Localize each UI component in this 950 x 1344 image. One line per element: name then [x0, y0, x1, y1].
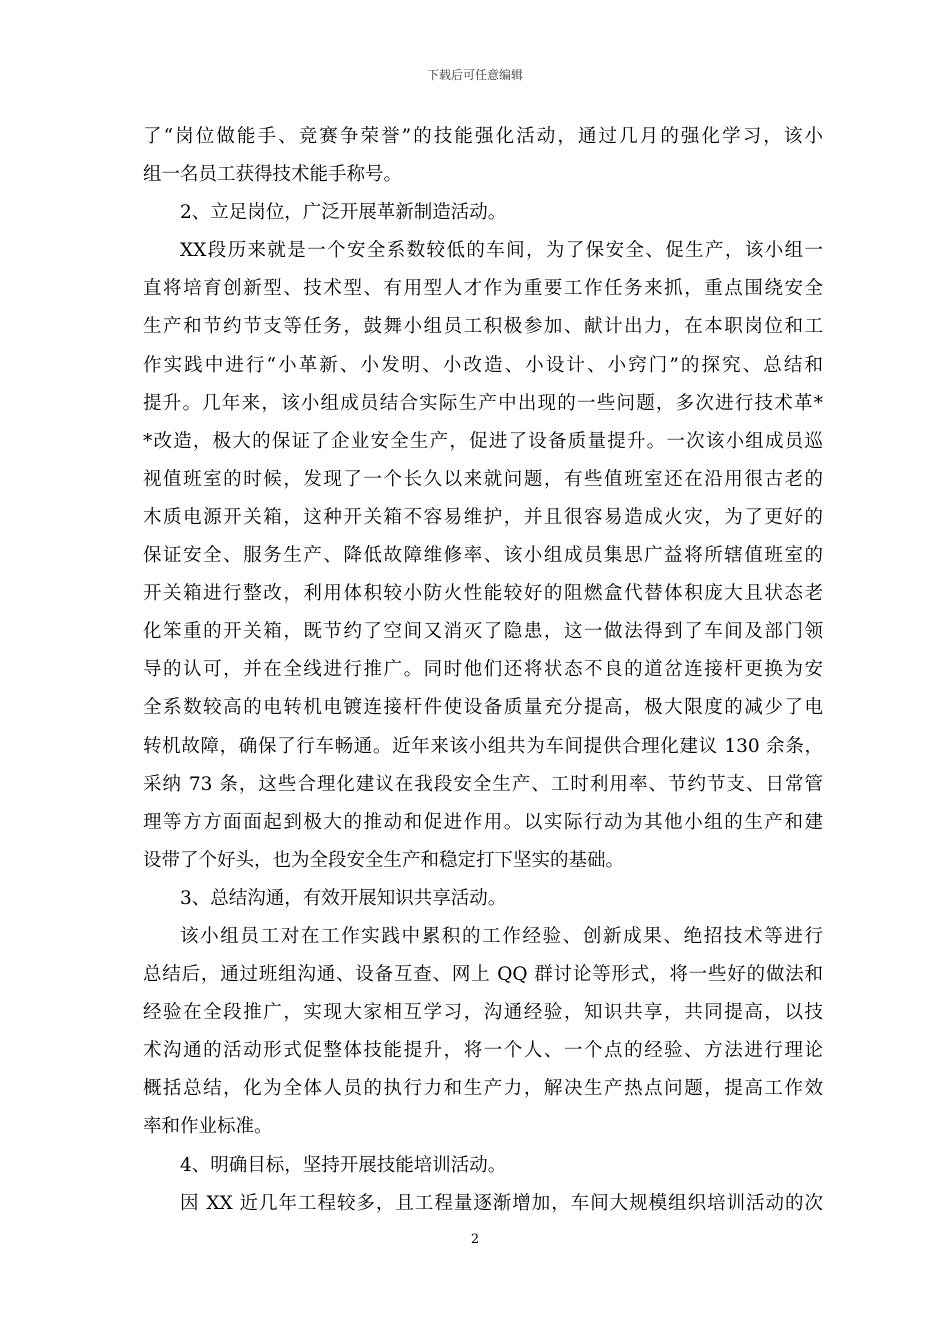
text-line: 全系数较高的电转机电镀连接杆件使设备质量充分提高，极大限度的减少了电	[143, 697, 823, 719]
text-line: 经验在全段推广，实现大家相互学习，沟通经验，知识共享，共同提高，以技	[143, 1002, 823, 1024]
text-line: 化笨重的开关箱，既节约了空间又消灭了隐患，这一做法得到了车间及部门领	[143, 621, 823, 643]
text-line: 开关箱进行整改，利用体积较小防火性能较好的阻燃盒代替体积庞大且状态老	[143, 583, 823, 605]
text-line: 3、总结沟通，有效开展知识共享活动。	[180, 887, 507, 909]
text-line: 组一名员工获得技术能手称号。	[143, 164, 403, 186]
document-body	[143, 118, 823, 1223]
page-number: 2	[470, 1232, 480, 1247]
text-line: 该小组员工对在工作实践中累积的工作经验、创新成果、绝招技术等进行	[180, 925, 823, 947]
text-line: 转机故障，确保了行车畅通。近年来该小组共为车间提供合理化建议 130 余条，	[143, 735, 823, 757]
text-line: 总结后，通过班组沟通、设备互查、网上 QQ 群讨论等形式，将一些好的做法和	[143, 964, 823, 986]
text-line: 理等方方面面起到极大的推动和促进作用。以实际行动为其他小组的生产和建	[143, 811, 823, 833]
text-line: 4、明确目标，坚持开展技能培训活动。	[180, 1154, 507, 1176]
text-line: 视值班室的时候，发现了一个长久以来就问题，有些值班室还在沿用很古老的	[143, 468, 823, 490]
text-line: 木质电源开关箱，这种开关箱不容易维护，并且很容易造成火灾，为了更好的	[143, 506, 823, 528]
text-line: 概括总结，化为全体人员的执行力和生产力，解决生产热点问题，提高工作效	[143, 1078, 823, 1100]
text-line: 采纳 73 条，这些合理化建议在我段安全生产、工时利用率、节约节支、日常管	[143, 773, 823, 795]
page-header: 下载后可任意编辑	[426, 68, 523, 82]
text-line: 生产和节约节支等任务，鼓舞小组员工积极参加、献计出力，在本职岗位和工	[143, 316, 823, 338]
text-line: 作实践中进行“小革新、小发明、小改造、小设计、小窍门”的探究、总结和	[143, 354, 823, 376]
text-line: 2、立足岗位，广泛开展革新制造活动。	[180, 202, 507, 224]
text-line: 直将培育创新型、技术型、有用型人才作为重要工作任务来抓，重点围绕安全	[143, 278, 823, 300]
text-line: 术沟通的活动形式促整体技能提升，将一个人、一个点的经验、方法进行理论	[143, 1040, 823, 1062]
text-line: 了“岗位做能手、竞赛争荣誉”的技能强化活动，通过几月的强化学习，该小	[143, 126, 823, 147]
text-line: 率和作业标准。	[143, 1116, 273, 1138]
text-line: 设带了个好头，也为全段安全生产和稳定打下坚实的基础。	[143, 849, 625, 871]
text-line: 提升。几年来，该小组成员结合实际生产中出现的一些问题，多次进行技术革*	[143, 392, 823, 414]
text-line: *改造，极大的保证了企业安全生产，促进了设备质量提升。一次该小组成员巡	[143, 430, 823, 452]
text-line: 导的认可，并在全线进行推广。同时他们还将状态不良的道岔连接杆更换为安	[143, 659, 823, 681]
text-line: 因 XX 近几年工程较多，且工程量逐渐增加，车间大规模组织培训活动的次	[180, 1192, 823, 1214]
text-line: XX段历来就是一个安全系数较低的车间，为了保安全、促生产，该小组一	[180, 240, 823, 262]
text-line: 保证安全、服务生产、降低故障维修率、该小组成员集思广益将所辖值班室的	[143, 545, 823, 567]
